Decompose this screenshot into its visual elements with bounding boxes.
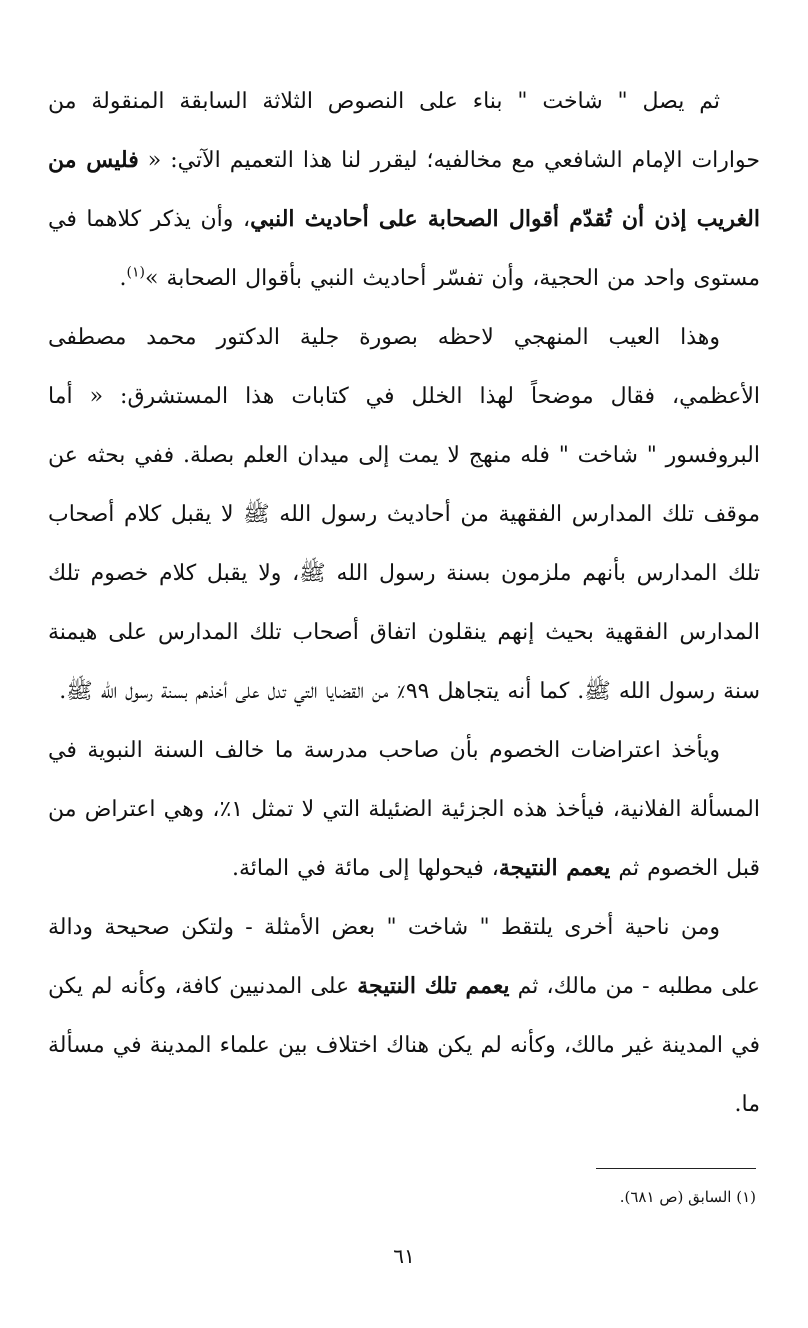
footnote: (١) السابق (ص ٦٨١). bbox=[619, 1188, 756, 1206]
paragraph bbox=[48, 72, 760, 308]
footnote-separator bbox=[596, 1168, 756, 1169]
text-run: ، وأن يذكر كلاهما في مستوى واحد من الحجية، وأن تفسّر أحاديث النبي بأقوال الصحابة » bbox=[48, 207, 760, 291]
text-run: ويأخذ اعتراضات الخصوم بأن صاحب مدرسة ما خالف السنة النبوية في المسألة الفلانية، فيأخذ هذه الجزئية الضئيلة التي لا تمثل ١٪، وهي اعتراض من قبل الخصوم ثم bbox=[48, 738, 760, 881]
text-run: وهذا العيب المنهجي لاحظه بصورة جلية الدكتور محمد مصطفى الأعظمي، فقال موضحاً لهذا الخلل في كتابات هذا المستشرق: « أما البروفسور " شاخت " فله منهج لا يمت إلى ميدان العلم بصلة. ففي بحثه عن موقف تلك المدارس الفقهية من أحاديث رسول الله ﷺ لا يقبل كلام أصحاب تلك المدارس بأنهم ملزمون بسنة رسول الله ﷺ، ولا يقبل كلام خصوم تلك المدارس الفقهية بحيث إنهم ينقلون اتفاق أصحاب تلك المدارس على هيمنة سنة رسول الله ﷺ. كما أنه يتجاهل ٩٩٪ من القضايا التي تدل على أخذهم بسنة رسول الله ﷺ. bbox=[48, 325, 760, 704]
emphasis-text: فليس من الغريب إذن أن تُقدّم أقوال الصحابة على أحاديث النبي bbox=[48, 147, 760, 232]
text-run: ، فيحولها إلى مائة في المائة. bbox=[231, 856, 499, 881]
text-run: على المدنيين كافة، وكأنه لم يكن في المدينة غير مالك، وكأنه لم يكن هناك اختلاف بين علماء المدينة في مسألة ما. bbox=[48, 974, 760, 1117]
emphasis-text: يعمم النتيجة bbox=[498, 855, 611, 881]
paragraph bbox=[48, 721, 760, 898]
text-run: ثم يصل " شاخت " بناء على النصوص الثلاثة السابقة المنقولة من حوارات الإمام الشافعي مع مخالفيه؛ ليقرر لنا هذا التعميم الآتي: « bbox=[48, 89, 760, 173]
emphasis-text: يعمم تلك النتيجة bbox=[357, 973, 510, 999]
text-run: ومن ناحية أخرى يلتقط " شاخت " بعض الأمثلة - ولتكن صحيحة ودالة على مطلبه - من مالك، ثم bbox=[48, 915, 761, 999]
paragraph bbox=[48, 898, 760, 1134]
text-run: . bbox=[119, 266, 127, 291]
page-number: ٦١ bbox=[393, 1244, 415, 1268]
paragraph bbox=[48, 308, 760, 721]
body-text bbox=[48, 72, 760, 1134]
footnote-marker: (١) bbox=[126, 264, 145, 281]
